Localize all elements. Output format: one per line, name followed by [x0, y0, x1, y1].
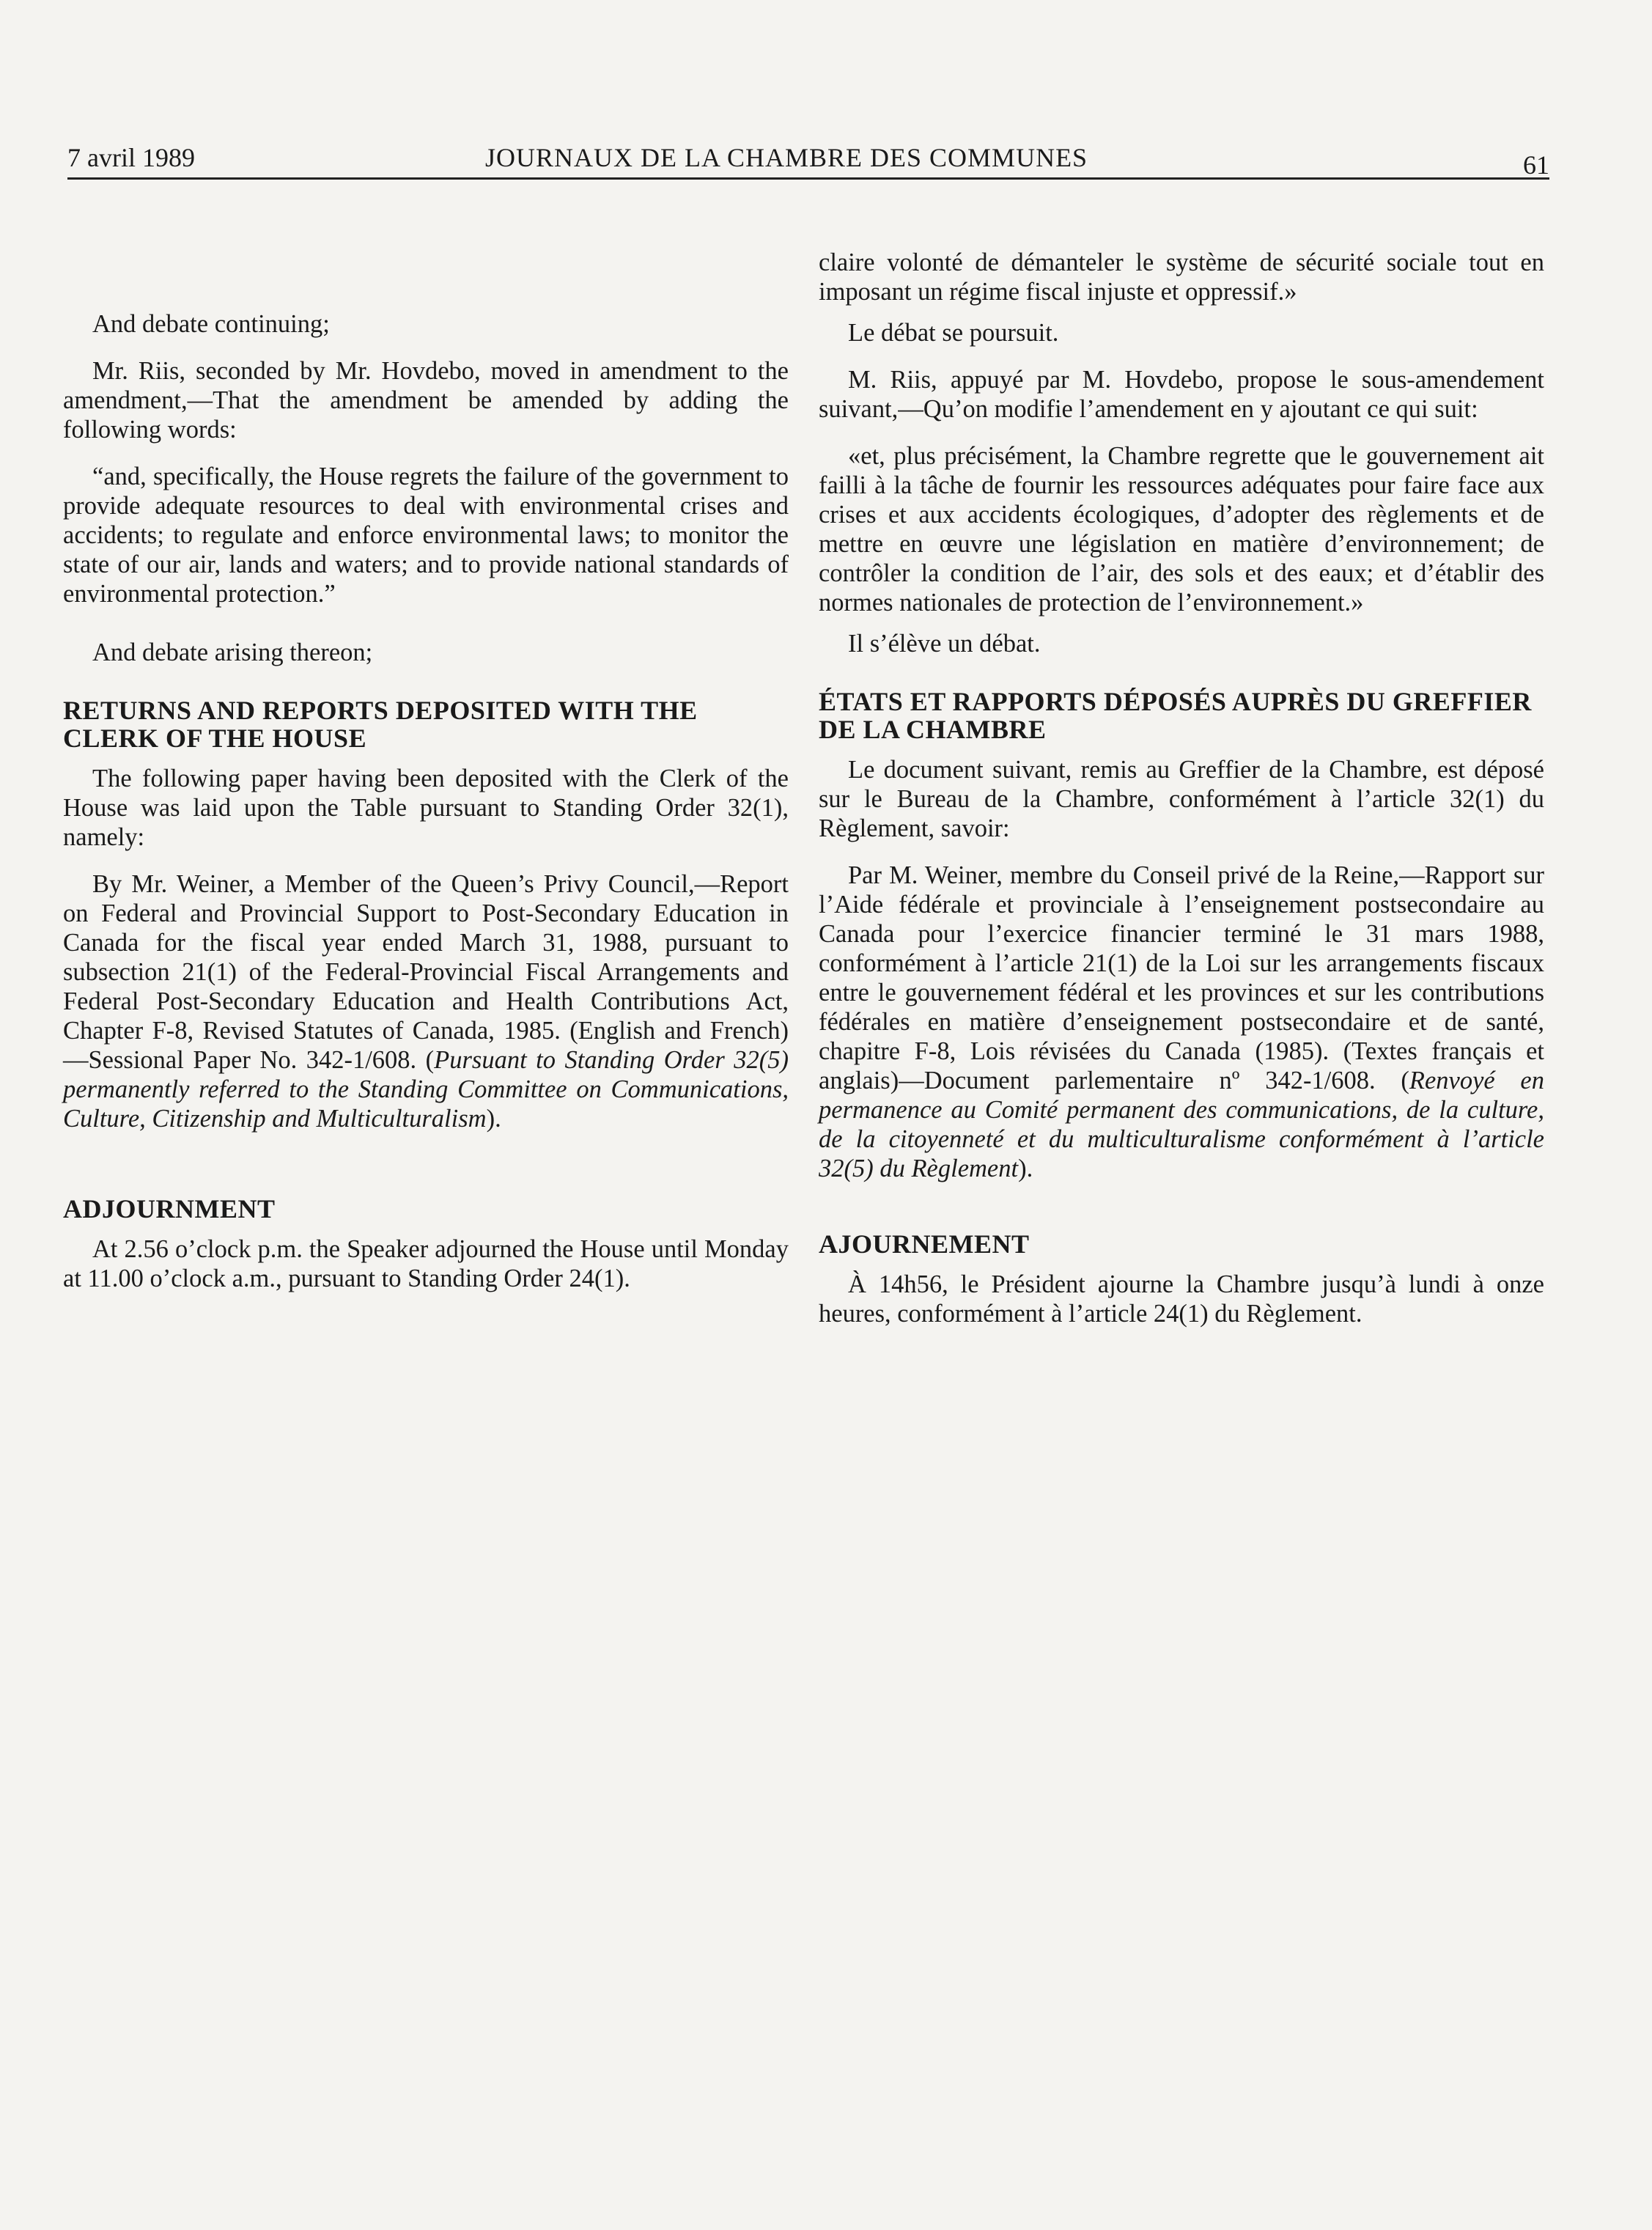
page-number: 61	[1523, 150, 1549, 180]
ajournement-heading: AJOURNEMENT	[819, 1229, 1030, 1259]
rapport-weiner-end: ).	[1018, 1155, 1033, 1182]
sous-amendement-quote-text: «et, plus précisément, la Chambre regrette que le gouvernement ait failli à la tâche de fournir les ressources adéquates pour faire face aux crises et aux accidents écologiques, d’adopter des règlements et de mettre en œuvre une législation en matière d’environnement; de contrôler la condition de l’air, des sols et des eaux; et d’établir des normes nationales de protection de l’environnement.»	[819, 442, 1544, 617]
continued-quote-text: claire volonté de démanteler le système de sécurité sociale tout en imposant un régime fiscal injuste et oppressif.»	[819, 249, 1544, 306]
header-title: JOURNAUX DE LA CHAMBRE DES COMMUNES	[485, 143, 1088, 172]
french-column	[819, 248, 1544, 1328]
adjournment-text: At 2.56 o’clock p.m. the Speaker adjourned the House until Monday at 11.00 o’clock a.m., pursuant to Standing Order 24(1).	[63, 1235, 789, 1292]
adjournment-heading: ADJOURNMENT	[63, 1194, 276, 1223]
debat-eleve-text: Il s’élève un débat.	[848, 630, 1041, 658]
returns-reports-heading: RETURNS AND REPORTS DEPOSITED WITH THE CLERK OF THE HOUSE	[63, 696, 698, 753]
document-depose-text: Le document suivant, remis au Greffier de la Chambre, est déposé sur le Bureau de la Chambre, conformément à l’article 32(1) du Règlement, savoir:	[819, 756, 1544, 842]
weiner-report-text	[63, 869, 789, 1133]
amendment-motion-text: Mr. Riis, seconded by Mr. Hovdebo, moved in amendment to the amendment,—That the amendment be amended by adding the following words:	[63, 357, 789, 444]
sous-amendement-text: M. Riis, appuyé par M. Hovdebo, propose le sous-amendement suivant,—Qu’on modifie l’amendement en y ajoutant ce qui suit:	[819, 366, 1544, 423]
weiner-report-main: By Mr. Weiner, a Member of the Queen’s Privy Council,—Report on Federal and Provincial Support to Post-Secondary Education in Canada for the fiscal year ended March 31, 1988, pursuant to subsection 21(1) of the Federal-Provincial Fiscal Arrangements and Federal Post-Secondary Education and Health Contributions Act, Chapter F-8, Revised Statutes of Canada, 1985. (English and French)—Sessional Paper No. 342-1/608. (	[63, 870, 789, 1074]
english-column	[63, 248, 789, 1293]
weiner-report-end: ).	[486, 1105, 501, 1133]
ajournement-text: À 14h56, le Président ajourne la Chambre jusqu’à lundi à onze heures, conformément à l’article 24(1) du Règlement.	[819, 1270, 1544, 1328]
running-header	[67, 138, 1549, 180]
paper-deposited-text: The following paper having been deposited with the Clerk of the House was laid upon the Table pursuant to Standing Order 32(1), namely:	[63, 765, 789, 851]
etats-rapports-heading: ÉTATS ET RAPPORTS DÉPOSÉS AUPRÈS DU GREFFIER DE LA CHAMBRE	[819, 687, 1532, 744]
amendment-quote-text: “and, specifically, the House regrets the failure of the government to provide adequate resources to deal with environmental crises and accidents; to regulate and enforce environmental laws; to monitor the state of our air, lands and waters; and to provide national standards of environmental protection.”	[63, 463, 789, 608]
header-date: 7 avril 1989	[67, 143, 195, 172]
rapport-weiner-text	[819, 861, 1544, 1183]
debate-continuing-text: And debate continuing;	[92, 310, 330, 338]
debat-poursuit-text: Le débat se poursuit.	[848, 319, 1059, 347]
weiner-report-referral: Pursuant to Standing Order 32(5) permanently referred to the Standing Committee on Communications, Culture, Citizenship and Multiculturalism	[63, 1046, 789, 1133]
debate-arising-text: And debate arising thereon;	[92, 639, 373, 666]
rapport-weiner-main: Par M. Weiner, membre du Conseil privé de la Reine,—Rapport sur l’Aide fédérale et provinciale à l’enseignement postsecondaire au Canada pour l’exercice financier terminé le 31 mars 1988, conformément à l’article 21(1) de la Loi sur les arrangements fiscaux entre le gouvernement fédéral et les provinces et sur les contributions fédérales en matière d’enseignement postsecondaire et de santé, chapitre F-8, Lois révisées du Canada (1985). (Textes français et anglais)—Document parlementaire nº 342-1/608. (	[819, 861, 1544, 1094]
rapport-weiner-renvoi: Renvoyé en permanence au Comité permanent des communications, de la culture, de la citoyenneté et du multiculturalisme conformément à l’article 32(5) du Règlement	[819, 1067, 1544, 1182]
